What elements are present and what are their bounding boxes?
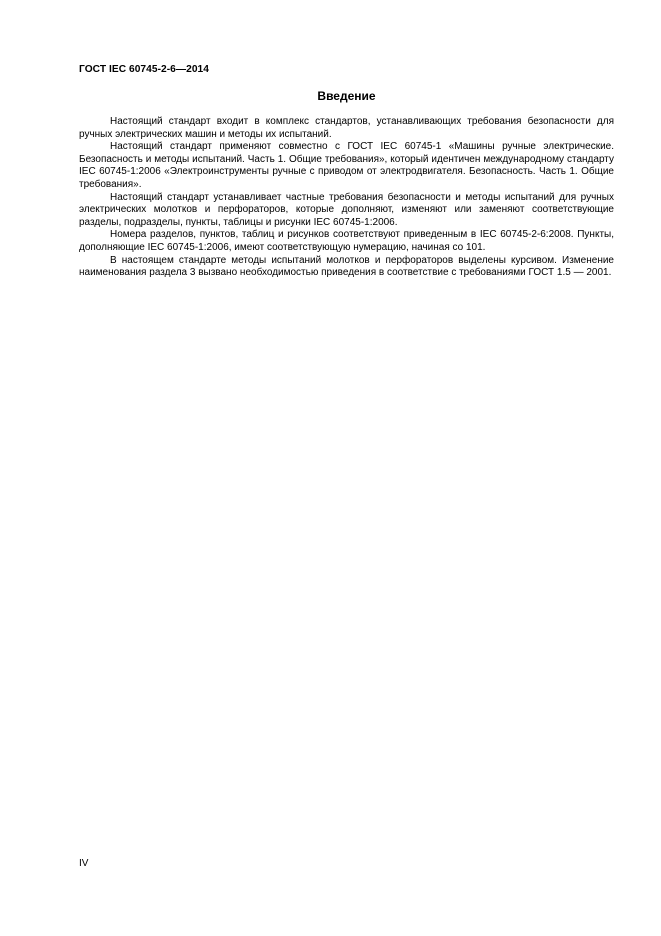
section-title: Введение: [317, 89, 376, 103]
document-header: ГОСТ IEC 60745-2-6—2014: [79, 64, 209, 75]
paragraph: Настоящий стандарт применяют совместно с ГОСТ IEC 60745-1 «Машины ручные электрические. Безопасность и методы испытаний. Часть 1. Общие требования», который идентичен международному стандарту IEC 60745-1:2006 «Электроинструменты ручные с приводом от электродвигателя. Безопасность. Часть 1. Общие требования».: [79, 141, 614, 190]
paragraph: Настоящий стандарт устанавливает частные требования безопасности и методы испытаний для ручных электрических молотков и перфораторов, которые дополняют, изменяют или заменяют соответствующие разделы, подразделы, пункты, таблицы и рисунки IEC 60745-1:2006.: [79, 191, 614, 228]
page-number: IV: [79, 858, 89, 869]
paragraph: Настоящий стандарт входит в комплекс стандартов, устанавливающих требования безопасности для ручных электрических машин и методы их испытаний.: [79, 116, 614, 140]
paragraph: В настоящем стандарте методы испытаний молотков и перфораторов выделены курсивом. Изменение наименования раздела 3 вызвано необходимостью приведения в соответствие с требованиями ГОСТ 1.5 — 2001.: [79, 254, 614, 279]
introduction-body: [79, 116, 614, 280]
paragraph: Номера разделов, пунктов, таблиц и рисунков соответствуют приведенным в IEC 60745-2-6:2008. Пункты, дополняющие IEC 60745-1:2006, имеют соответствующую нумерацию, начиная со 101.: [79, 229, 614, 253]
